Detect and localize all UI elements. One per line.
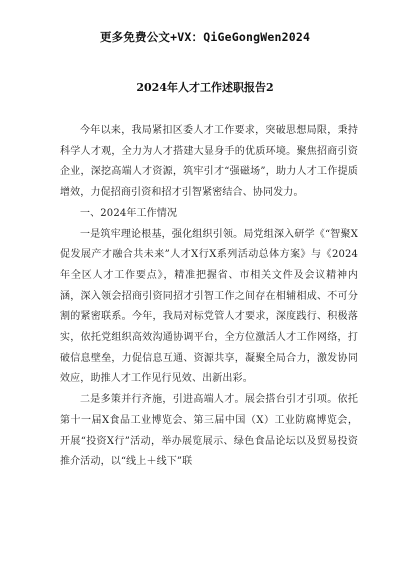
header-note: 更多免费公文+VX：QiGeGongWen2024 <box>99 30 311 44</box>
paragraph-intro: 今年以来，我局紧扣区委人才工作要求，突破思想局限，秉持科学人才观，全力为人才搭建大显身手的优质环境。聚焦招商引资企业，深挖高端人才资源，筑牢引才“强磁场”，助力人才工作提质增效，力促招商引资和招才引智紧密结合、协同发力。 <box>60 125 358 199</box>
document-title: 2024年人才工作述职报告2 <box>136 81 274 94</box>
paragraph-talent: 二是多策并行齐施，引进高端人才。展会搭台引才引项。依托第十一届X食品工业博览会、第三届中国（X）工业防腐博览会，开展“投资X行”活动，举办展览展示、绿色食品论坛以及贸易投资推介活动，以“线上＋线下”联 <box>60 394 358 468</box>
paragraph-theory: 一是筑牢理论根基，强化组织引领。局党组深入研学《“智聚X促发展产才融合共未来”人才X行X系列活动总体方案》与《2024年全区人才工作要点》，精准把握省、市相关文件及会议精神内涵，深入领会招商引资同招才引智工作之间存在相辅相成、不可分割的紧密联系。今年，我局对标党管人才要求，深度践行、积极落实，依托党组织高效沟通协调平台，全方位激活人才工作网络，打破信息壁垒，力促信息互通、资源共享，凝聚全局合力，激发协同效应，助推人才工作见行见效、出新出彩。 <box>60 228 358 385</box>
document-body <box>60 121 358 473</box>
section-heading: 一、2024年工作情况 <box>80 207 178 219</box>
